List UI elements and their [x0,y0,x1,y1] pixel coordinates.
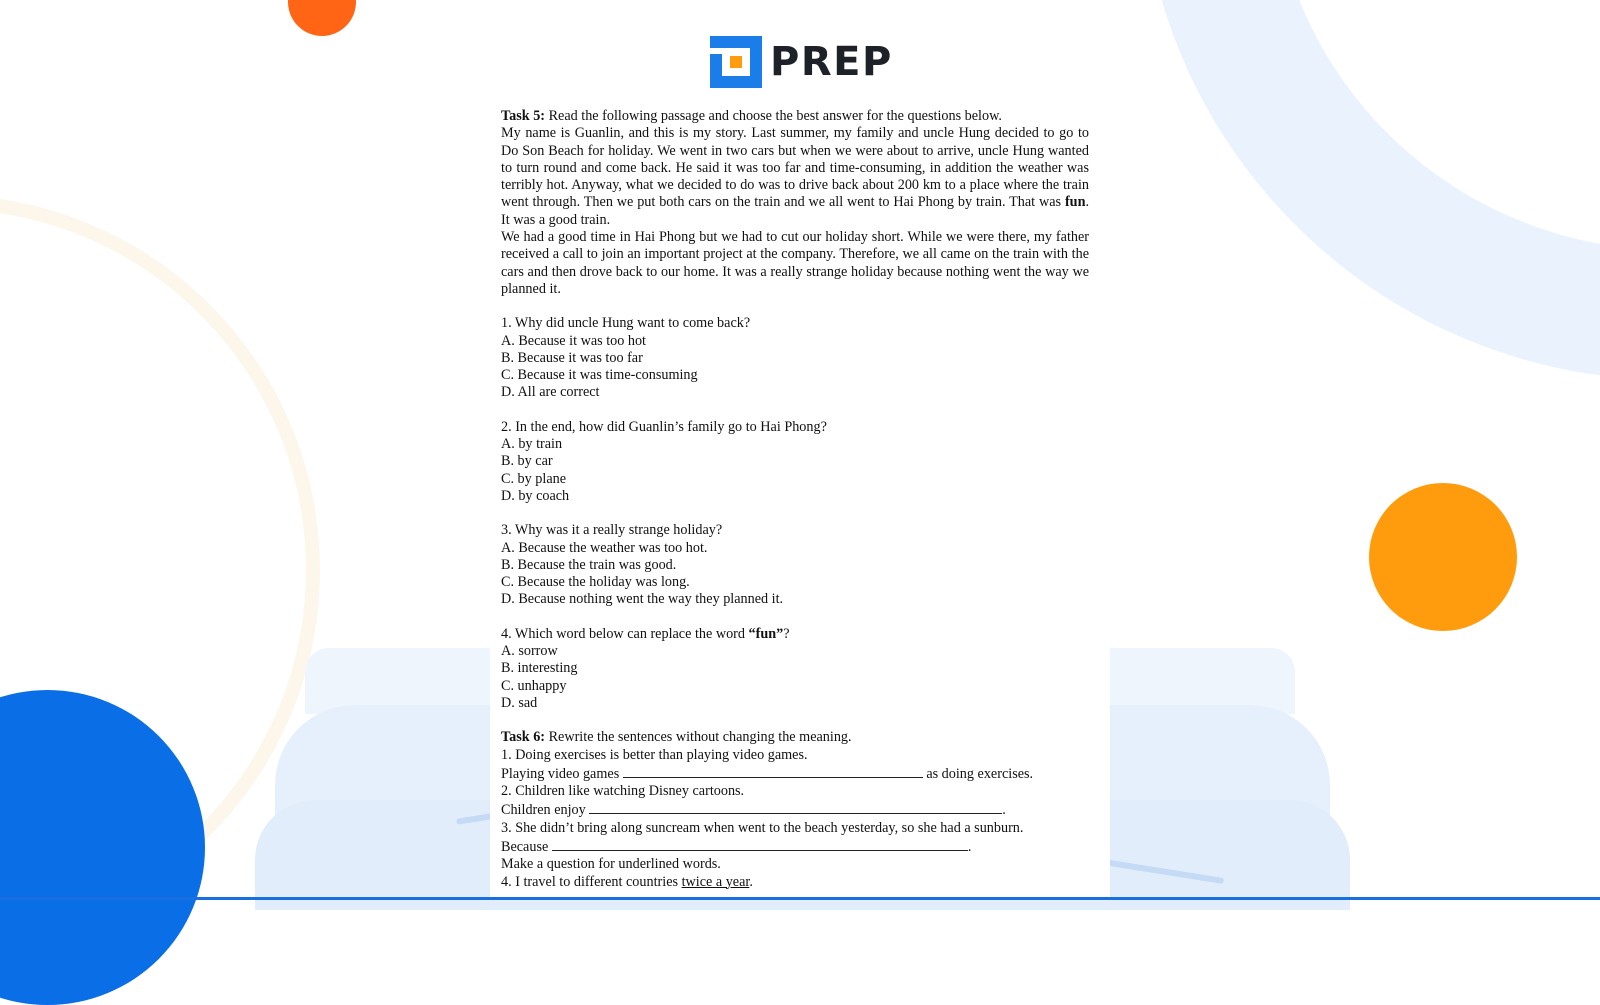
question-3 [501,522,1089,608]
rewrite-sentence-4: 4. I travel to different countries twice a year. [501,873,753,890]
question-text: 1. Why did uncle Hung want to come back? [501,315,751,332]
rewrite-sentence-3: 3. She didn’t bring along suncream when went to the beach yesterday, so she had a sunburn. [501,819,1024,836]
option-d: D. sad [501,694,538,711]
option-a: A. by train [501,436,563,453]
document-content [501,108,1089,891]
task5-title [501,108,1089,125]
task5-heading: Task 5: [501,108,546,124]
word-fun: fun [1064,194,1086,211]
rewrite-answer-2: Children enjoy . [501,802,1006,819]
answer-blank-3[interactable] [552,837,968,851]
option-b: B. by car [501,453,553,470]
passage-paragraph-2: We had a good time in Hai Phong but we had to cut our holiday short. While we were there, my father received a call to join an important project at the company. Therefore, we all came on the train with the cars and then drove back to our home. It was a really strange holiday because nothing went the way we planned it. [501,229,1089,297]
option-d: D. by coach [501,487,570,504]
underlined-words: twice a year [681,873,750,890]
rewrite-sentence-1: 1. Doing exercises is better than playing video games. [501,746,808,763]
rewrite-sentence-2: 2. Children like watching Disney cartoons. [501,783,745,800]
prep-logo [710,36,893,88]
task6-title [501,729,1089,746]
task6-heading: Task 6: [501,729,546,746]
option-b: B. Because it was too far [501,349,643,366]
task5-instruction: Read the following passage and choose the best answer for the questions below. [548,108,1002,124]
option-d: D. Because nothing went the way they planned it. [501,591,784,608]
option-c: C. unhappy [501,677,567,694]
option-c: C. Because it was time-consuming [501,367,698,384]
question-text: 3. Why was it a really strange holiday? [501,522,723,539]
prep-logo-text: PREP [770,39,893,85]
answer-blank-1[interactable] [623,764,923,778]
option-c: C. Because the holiday was long. [501,574,690,591]
rewrite-answer-3: Because . [501,838,972,855]
question-instruction: Make a question for underlined words. [501,856,721,873]
answer-blank-2[interactable] [589,800,1002,814]
option-b: B. interesting [501,660,578,677]
question-text: 2. In the end, how did Guanlin’s family go to Hai Phong? [501,418,827,435]
rewrite-answer-1: Playing video games as doing exercises. [501,765,1034,782]
option-b: B. Because the train was good. [501,556,677,573]
passage-paragraph-1: My name is Guanlin, and this is my story. Last summer, my family and uncle Hung decided to go to Do Son Beach for holiday. We went in two cars but when we were about to arrive, uncle Hung wanted to turn round and come back. He said it was too far and time-consuming, in addition the weather was terribly hot. Anyway, what we decided to do was to drive back about 200 km to a place where the train went through. Then we put both cars on the train and we all went to Hai Phong by train. That was fun. It was a good train. [501,125,1090,228]
option-a: A. sorrow [501,643,558,660]
decor-arc-top-right [1140,0,1600,380]
question-2 [501,419,1089,505]
question-text: 4. Which word below can replace the word “fun”? [501,625,790,642]
option-a: A. Because it was too hot [501,332,646,349]
decor-orange-circle-right [1369,483,1517,631]
option-d: D. All are correct [501,384,600,401]
question-4 [501,626,1089,712]
option-c: C. by plane [501,470,567,487]
option-a: A. Because the weather was too hot. [501,539,708,556]
decor-orange-dot-top [288,0,356,36]
task6-instruction: Rewrite the sentences without changing the meaning. [548,729,852,746]
question-1 [501,315,1089,401]
prep-logo-mark-icon [710,36,762,88]
